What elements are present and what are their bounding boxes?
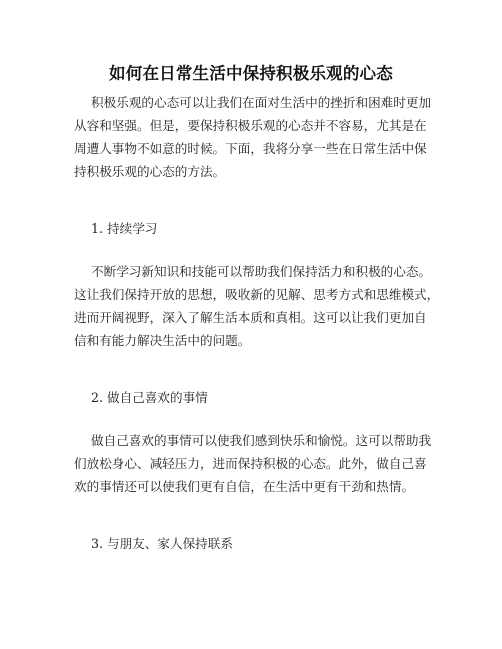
section-2-line-2: 们放松身心、减轻压力，进而保持积极的心态。此外，做自己喜 (74, 456, 427, 471)
section-1-line-4: 信和有能力解决生活中的问题。 (74, 333, 251, 348)
intro-line-2: 从容和坚强。但是，要保持积极乐观的心态并不容易，尤其是在 (74, 118, 427, 133)
intro-line-4: 持积极乐观的心态的方法。 (74, 164, 226, 179)
document-title: 如何在日常生活中保持积极乐观的心态 (109, 64, 393, 83)
section-2-line-1: 做自己喜欢的事情可以使我们感到快乐和愉悦。这可以帮助我 (91, 433, 432, 448)
section-heading-2: 2. 做自己喜欢的事情 (91, 390, 208, 405)
section-heading-1: 1. 持续学习 (91, 221, 158, 236)
intro-line-3: 周遭人事物不如意的时候。下面，我将分享一些在日常生活中保 (74, 141, 427, 156)
intro-line-1: 积极乐观的心态可以让我们在面对生活中的挫折和困难时更加 (91, 95, 432, 110)
section-1-line-2: 这让我们保持开放的思想，吸收新的见解、思考方式和思维模式， (74, 287, 440, 302)
section-1-line-3: 进而开阔视野，深入了解生活本质和真相。这可以让我们更加自 (74, 310, 427, 325)
section-heading-3: 3. 与朋友、家人保持联系 (91, 536, 233, 551)
section-2-line-3: 欢的事情还可以使我们更有自信，在生活中更有干劲和热情。 (74, 479, 415, 494)
section-1-line-1: 不断学习新知识和技能可以帮助我们保持活力和积极的心态。 (91, 264, 432, 279)
